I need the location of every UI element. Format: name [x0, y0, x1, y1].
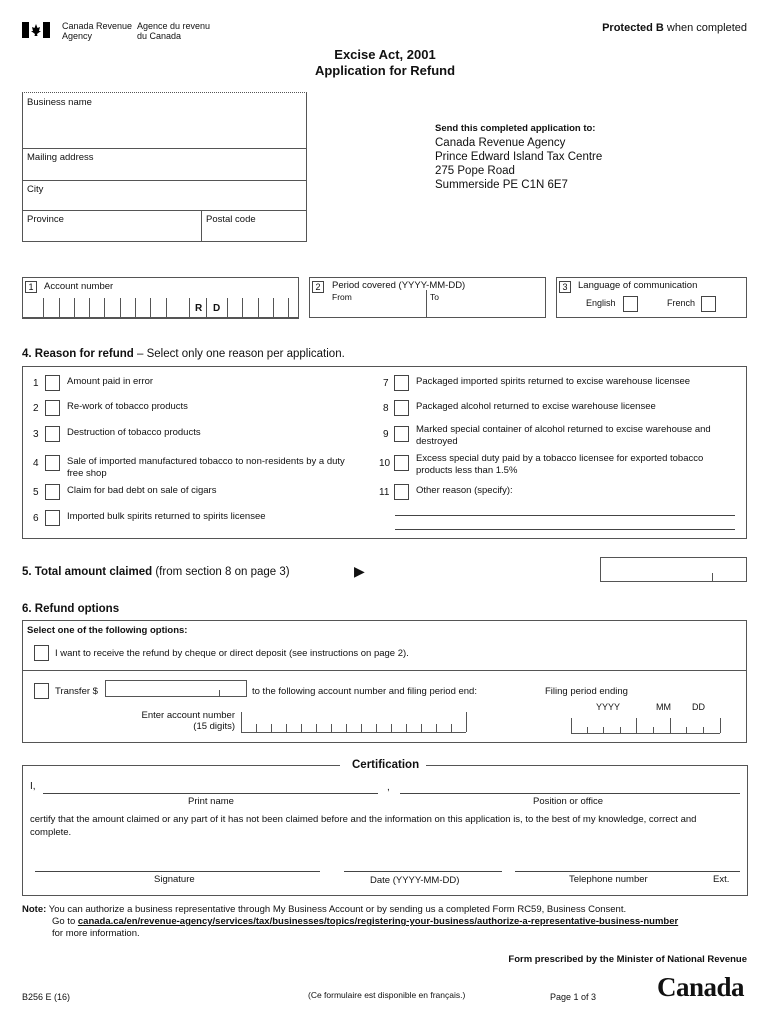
- certification-heading: Certification: [352, 759, 420, 771]
- date-line[interactable]: [344, 871, 502, 872]
- prescribed-label: Form prescribed by the Minister of National Revenue: [508, 954, 747, 965]
- certify-statement: certify that the amount claimed or any part of it has not been claimed before and the information on this application is, to the best of my knowledge, correct and complete.: [30, 814, 697, 838]
- page-number: Page 1 of 3: [550, 992, 597, 1002]
- other-reason-line-2[interactable]: [395, 529, 735, 530]
- digit-divider: [241, 712, 242, 732]
- reason-label: Claim for bad debt on sale of cigars: [67, 485, 217, 496]
- digit-divider: [436, 724, 437, 732]
- account-cell-divider: [59, 298, 60, 318]
- english-label: English: [586, 298, 616, 308]
- ext-label: Ext.: [713, 874, 730, 885]
- reason-num: 6: [33, 513, 39, 524]
- account-number-label: Account number: [44, 281, 114, 292]
- account-cell-divider: [166, 298, 167, 318]
- account-cell-divider: [43, 298, 44, 318]
- position-line[interactable]: [400, 793, 740, 794]
- transfer-checkbox[interactable]: [34, 683, 49, 699]
- reason-num: 4: [33, 458, 39, 469]
- transfer-label: Transfer $: [55, 686, 98, 697]
- total-amount-field[interactable]: [600, 557, 747, 582]
- digit-divider: [301, 724, 302, 732]
- digit-divider: [376, 724, 377, 732]
- cheque-checkbox[interactable]: [34, 645, 49, 661]
- signature-label: Signature: [154, 874, 195, 885]
- province-field[interactable]: Province: [22, 210, 202, 242]
- digit-divider: [316, 724, 317, 732]
- following-label: to the following account number and filing period end:: [252, 686, 477, 697]
- reason-label: Amount paid in error: [67, 376, 154, 387]
- other-reason-line-1[interactable]: [395, 515, 735, 516]
- digit-divider: [421, 724, 422, 732]
- section-3-num: 3: [559, 281, 571, 293]
- reason-num: 8: [383, 403, 389, 414]
- digit-divider: [451, 724, 452, 732]
- french-availability: (Ce formulaire est disponible en français.): [308, 990, 466, 1000]
- reason-num: 5: [33, 487, 39, 498]
- reason-checkbox[interactable]: [45, 484, 60, 500]
- i-label: I,: [30, 781, 36, 792]
- reason-checkbox[interactable]: [394, 455, 409, 471]
- r-label: R: [195, 303, 203, 314]
- account-cell-divider: [227, 298, 228, 318]
- city-field[interactable]: City: [22, 180, 307, 211]
- reason-num: 3: [33, 429, 39, 440]
- transfer-amount-field[interactable]: [105, 680, 247, 697]
- digit-divider: [256, 724, 257, 732]
- form-title: Excise Act, 2001 Application for Refund: [314, 47, 456, 78]
- reason-num: 2: [33, 403, 39, 414]
- filing-divider: [670, 718, 671, 733]
- account-cell-divider: [74, 298, 75, 318]
- mailing-address-field[interactable]: Mailing address: [22, 148, 307, 181]
- digit-divider: [466, 712, 467, 732]
- reason-label: Other reason (specify):: [416, 485, 513, 496]
- filing-divider: [720, 718, 721, 733]
- mm-label: MM: [656, 702, 671, 712]
- account-cell-divider: [258, 298, 259, 318]
- d-label: D: [213, 303, 221, 314]
- comma-label: ,: [387, 782, 390, 793]
- telephone-line[interactable]: [515, 871, 740, 872]
- account-cell-divider: [288, 298, 289, 318]
- reason-checkbox[interactable]: [45, 455, 60, 471]
- reason-num: 10: [379, 458, 391, 469]
- digit-base: [241, 732, 466, 733]
- account-cell-divider: [206, 298, 207, 318]
- language-label: Language of communication: [578, 280, 698, 291]
- reason-checkbox[interactable]: [394, 400, 409, 416]
- digit-divider: [361, 724, 362, 732]
- reason-checkbox[interactable]: [45, 375, 60, 391]
- form-id: B256 E (16): [22, 992, 71, 1002]
- french-checkbox[interactable]: [701, 296, 716, 312]
- reason-label: Marked special container of alcohol returned to excise warehouse and destroyed: [416, 424, 711, 447]
- reason-num: 9: [383, 429, 389, 440]
- telephone-label: Telephone number: [569, 874, 648, 885]
- reason-checkbox[interactable]: [45, 400, 60, 416]
- french-label: French: [667, 298, 696, 308]
- digit-divider: [286, 724, 287, 732]
- reason-checkbox[interactable]: [394, 375, 409, 391]
- filing-base: [571, 733, 720, 734]
- authorize-link[interactable]: canada.ca/en/revenue-agency/services/tax/businesses/topics/registering-your-business/authorize-a-representative-business-number: [77, 916, 679, 927]
- signature-line[interactable]: [35, 871, 320, 872]
- agency-en: Canada Revenue Agency: [62, 21, 133, 41]
- canada-wordmark: Canada: [657, 972, 745, 1002]
- digit-divider: [331, 724, 332, 732]
- digit-divider: [391, 724, 392, 732]
- send-to-block: Send this completed application to: Canada Revenue Agency Prince Edward Island Tax Centre 275 Pope Road Summerside PE C1N 6E7: [435, 123, 603, 191]
- date-label: Date (YYYY-MM-DD): [370, 875, 460, 886]
- reason-label: Excess special duty paid by a tobacco licensee for exported tobacco products less than 1.5%: [416, 453, 704, 476]
- section-1-num: 1: [25, 281, 37, 293]
- section-2-num: 2: [312, 281, 324, 293]
- reason-label: Sale of imported manufactured tobacco to non-residents by a duty free shop: [67, 456, 345, 479]
- account-cell-divider: [242, 298, 243, 318]
- refund-options-heading: 6. Refund options: [22, 603, 120, 615]
- account-cell-base: [22, 318, 299, 319]
- account-cell-divider: [189, 298, 190, 318]
- account-cell-divider: [104, 298, 105, 318]
- reason-heading: 4. Reason for refund – Select only one reason per application.: [22, 348, 345, 360]
- dd-label: DD: [692, 702, 705, 712]
- account-cell-divider: [120, 298, 121, 318]
- filing-divider: [636, 718, 637, 733]
- reason-label: Re-work of tobacco products: [67, 401, 188, 412]
- reason-label: Packaged alcohol returned to excise warehouse licensee: [416, 401, 656, 412]
- period-to-label: To: [430, 292, 439, 302]
- filing-period-label: Filing period ending: [545, 686, 628, 697]
- period-from-label: From: [332, 292, 352, 302]
- digit-divider: [406, 724, 407, 732]
- digit-divider: [271, 724, 272, 732]
- account-cell-divider: [150, 298, 151, 318]
- select-option-label: Select one of the following options:: [27, 625, 188, 636]
- filing-divider: [571, 718, 572, 733]
- postal-code-field[interactable]: Postal code: [201, 210, 307, 242]
- account-cell-divider: [135, 298, 136, 318]
- business-name-field[interactable]: Business name: [22, 92, 307, 149]
- enter-account-label: Enter account number (15 digits): [141, 710, 235, 732]
- reason-num: 11: [379, 487, 390, 498]
- reason-checkbox[interactable]: [394, 426, 409, 442]
- yyyy-label: YYYY: [596, 702, 621, 712]
- account-cell-divider: [89, 298, 90, 318]
- protected-label: Protected B when completed: [602, 22, 747, 34]
- reason-checkbox[interactable]: [45, 510, 60, 526]
- english-checkbox[interactable]: [623, 296, 638, 312]
- cheque-option-label: I want to receive the refund by cheque or direct deposit (see instructions on page 2).: [55, 648, 409, 659]
- period-label: Period covered (YYYY-MM-DD): [332, 280, 466, 291]
- account-cell-divider: [273, 298, 274, 318]
- total-amount-heading: 5. Total amount claimed (from section 8 on page 3): [22, 566, 290, 578]
- agency-fr: Agence du revenu du Canada: [137, 21, 211, 41]
- print-name-line[interactable]: [43, 793, 378, 794]
- reason-label: Destruction of tobacco products: [67, 427, 201, 438]
- arrow-icon: ▶: [354, 563, 365, 579]
- position-label: Position or office: [533, 796, 604, 807]
- reason-num: 1: [33, 378, 39, 389]
- reason-num: 7: [383, 378, 389, 389]
- canada-flag-icon: [22, 22, 50, 38]
- reason-checkbox[interactable]: [394, 484, 409, 500]
- note-block: Note: You can authorize a business representative through My Business Account or by sending us a completed Form RC59, Business Consent. Go to canada.ca/en/revenue-agency/services/tax/businesses/topics/registering-your-business/authorize-a-representative-business-number for more information.: [22, 904, 679, 939]
- reason-label: Imported bulk spirits returned to spirits licensee: [67, 511, 266, 522]
- digit-divider: [346, 724, 347, 732]
- reason-label: Packaged imported spirits returned to excise warehouse licensee: [416, 376, 691, 387]
- print-name-label: Print name: [188, 796, 234, 807]
- reason-checkbox[interactable]: [45, 426, 60, 442]
